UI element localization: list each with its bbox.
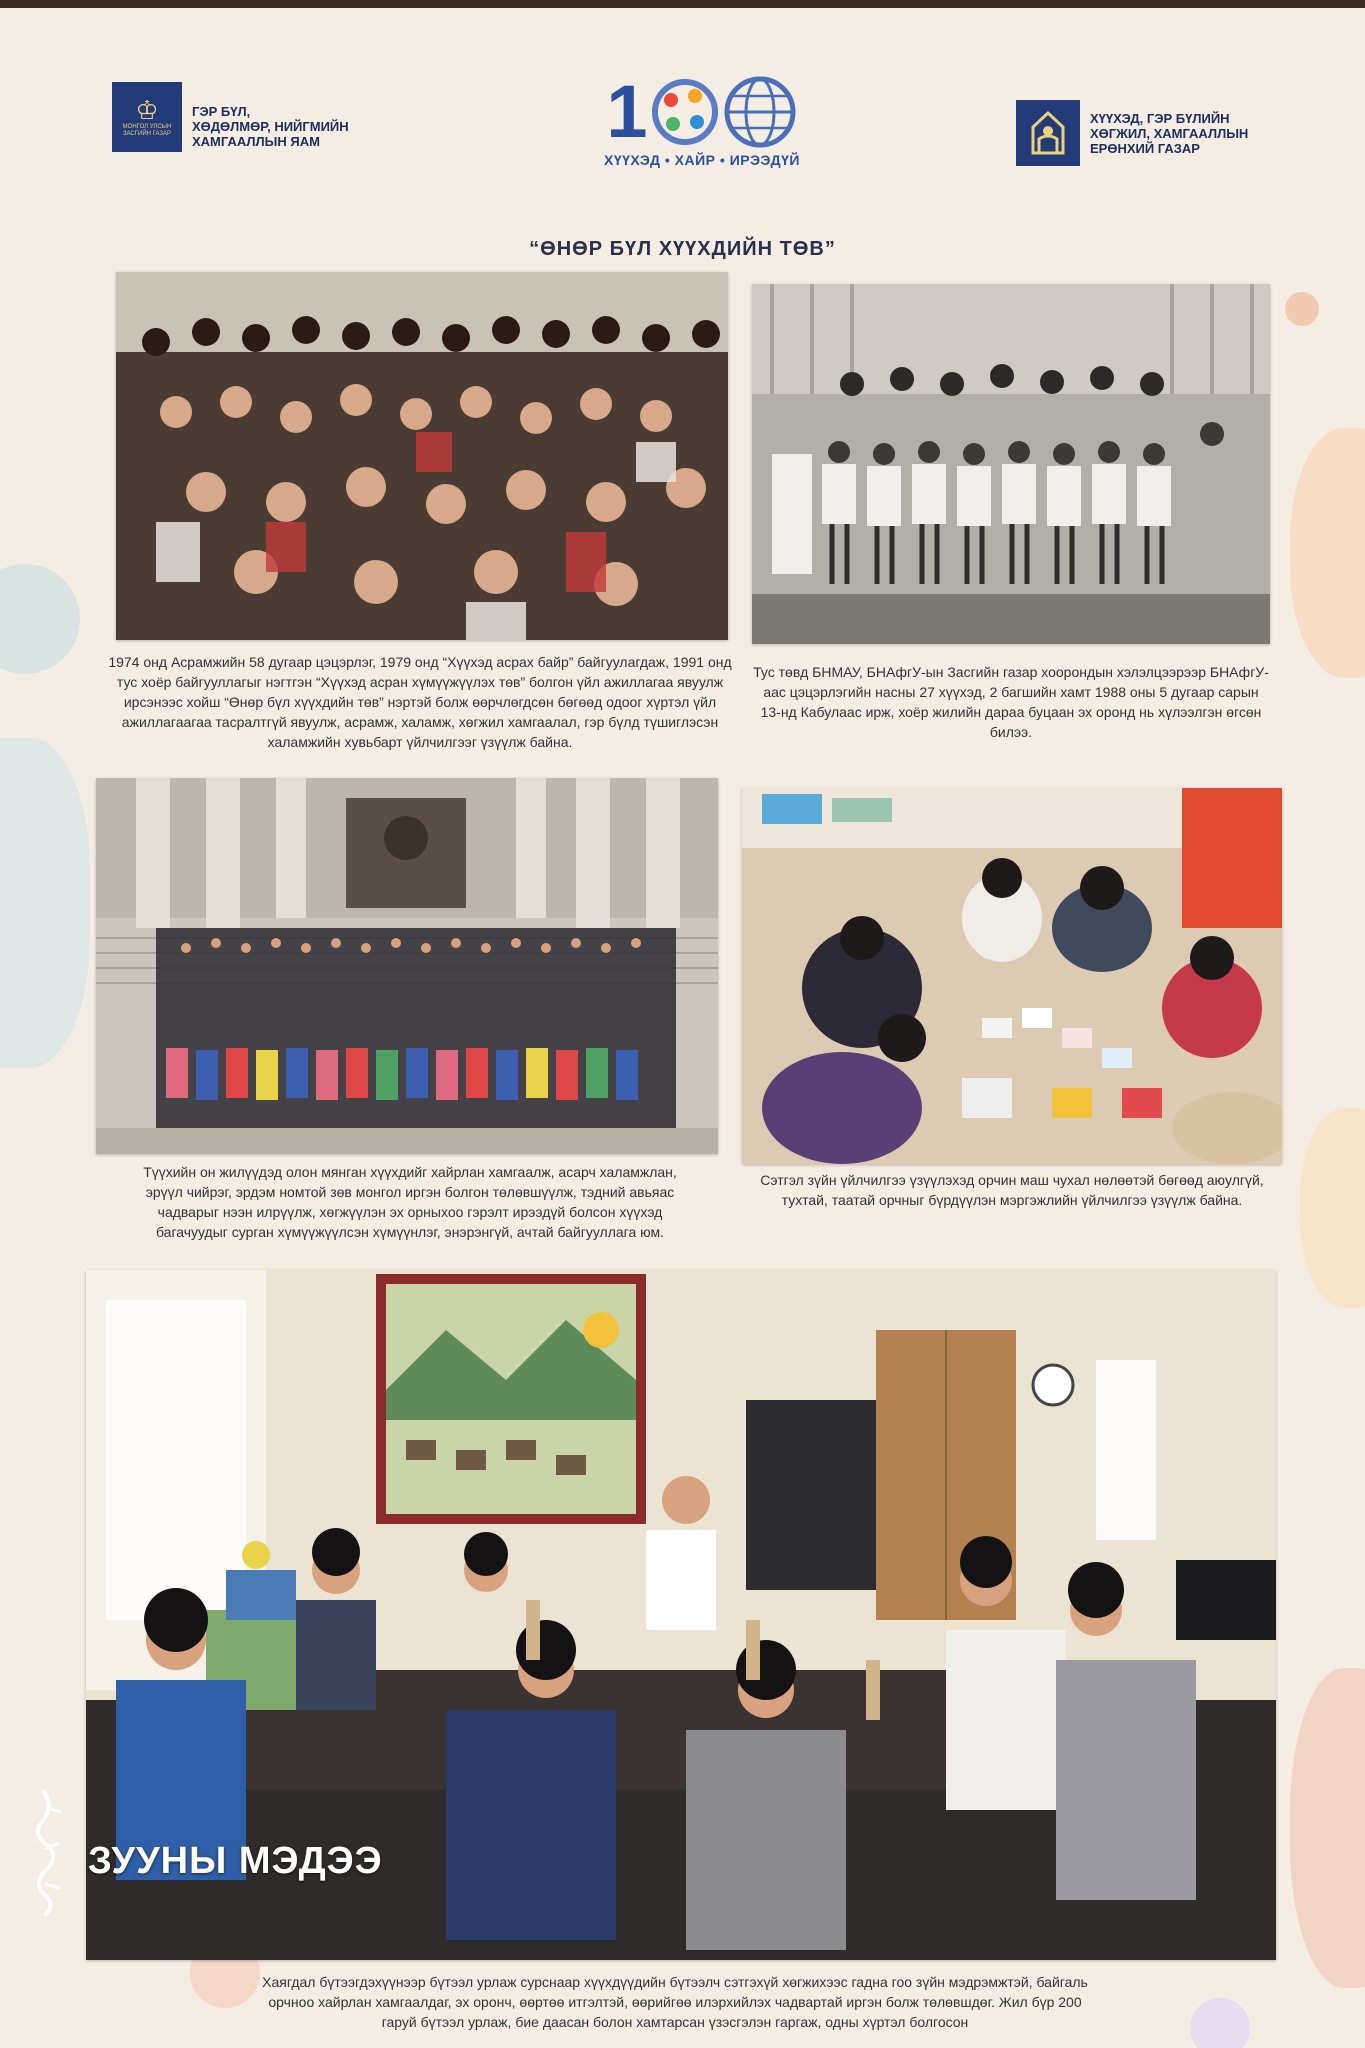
poster	[0, 8, 1365, 2048]
agency-emblem-icon	[1016, 100, 1080, 166]
caption-photo2: Тус төвд БНМАУ, БНАфгУ-ын Засгийн газар хоорондын хэлэлцээрээр БНАфгУ-аас цэцэрлэгийн насны 27 хүүхэд, 2 багшийн хамт 1988 оны 5 дугаар сарын 13-нд Кабулаас ирж, хоёр жилийн дараа буцаан эх оронд нь хүлээлгэн өгсөн билээ.	[753, 664, 1269, 740]
state-emblem-icon: ♔ МОНГОЛ УЛСЫН ЗАСГИЙН ГАЗАР	[112, 82, 182, 152]
photo-children-government-palace	[96, 778, 718, 1154]
photo-children-activity-room	[742, 788, 1282, 1164]
caption-photo1: 1974 онд Асрамжийн 58 дугаар цэцэрлэг, 1979 онд “Хүүхэд асрах байр” байгуулагдаж, 1991 онд тус хоёр байгууллагыг нэгтгэн “Хүүхэд асран хүмүүжүүлэх төв” болгон үйл ажиллагаа явуулж ирсэнээс хойш “Өнөр бүл хүүхдийн төв” нэртэй болж өөрчлөгдсөн бөгөөд одоог хүртэл үйл ажиллагаагаа тасралтгүй явуулж, асрамж, халамж, хөгжил хамгаалал, гэр бүлд түшиглэсэн халамжийн хувьбарт үйлчилгээг үзүүлж байна.	[108, 654, 732, 750]
caption-photo5: Хаягдал бүтээгдэхүүнээр бүтээл урлаж сурснаар хүүхдүүдийн бүтээлч сэтгэхүй хөгжихээс гадна гоо зүйн мэдрэмжтэй, байгаль орчноо хайрлан хамгаалдаг, эх оронч, өөртөө итгэлтэй, өөрийгөө илэрхийлэх чадвартай иргэн болж төлөвшдөг. Жил бүр 200 гаруй бүтээл урлаж, бие даасан болон хамтарсан үзэсгэлэн гаргаж, одны хүртэл болгосон	[262, 1974, 1088, 2030]
photo-afghan-children-1988	[752, 284, 1270, 644]
photo-children-group-1974	[116, 272, 728, 640]
decor-blob	[1300, 1108, 1365, 1308]
emblem-caption: МОНГОЛ УЛСЫН ЗАСГИЙН ГАЗАР	[122, 124, 172, 137]
decor-blob	[1190, 1998, 1250, 2048]
caption-photo3: Түүхийн он жилүүдэд олон мянган хүүхдийг хайрлан хамгаалж, асарч халамжлан, эрүүл чийрэг, эрдэм номтой зөв монгол иргэн болгон төлөвшүүлж, тэдний авьяас чадварыг нээн илрүүлж, хөгжүүлэн эх орныхоо гэрэлт ирээдүй болсон хүүхэд багачуудыг сурган хүмүүжүүлсэн хүмүүнлэг, энэрэнгүй, ачтай байгууллага юм.	[143, 1164, 677, 1240]
poster-title: “ӨНӨР БҮЛ ХҮҮХДИЙН ТӨВ”	[529, 238, 836, 260]
decor-blob	[1285, 292, 1319, 326]
hundred-years-logo	[592, 70, 812, 168]
logo-tagline: ХҮҮХЭД • ХАЙР • ИРЭЭДҮЙ	[604, 152, 800, 168]
agency-logo	[1016, 100, 1248, 166]
ministry-logo	[112, 82, 349, 152]
caption-photo4: Сэтгэл зүйн үйлчилгээ үзүүлэхэд орчин маш чухал нөлөөтэй бөгөөд аюулгүй, тухтай, таатай орчныг бүрдүүлэн мэргэжлийн үйлчилгээ үзүүлж байна.	[760, 1172, 1264, 1208]
globe-icon	[722, 74, 798, 150]
watermark: ЗУУНЫ МЭДЭЭ	[88, 1840, 383, 1882]
ministry-name: ГЭР БҮЛ, ХӨДӨЛМӨР, НИЙГМИЙН ХАМГААЛЛЫН ЯАМ	[192, 104, 349, 149]
decor-blob	[1290, 428, 1365, 678]
mongolian-script-mark-icon	[24, 1788, 70, 1918]
hundred-years-logo-icon: 1	[592, 74, 812, 150]
decor-blob	[0, 564, 80, 674]
decor-blob	[0, 738, 90, 1068]
agency-name: ХҮҮХЭД, ГЭР БҮЛИЙН ХӨГЖИЛ, ХАМГААЛЛЫН ЕРӨНХИЙ ГАЗАР	[1090, 110, 1249, 156]
decor-blob	[1290, 1668, 1365, 1988]
